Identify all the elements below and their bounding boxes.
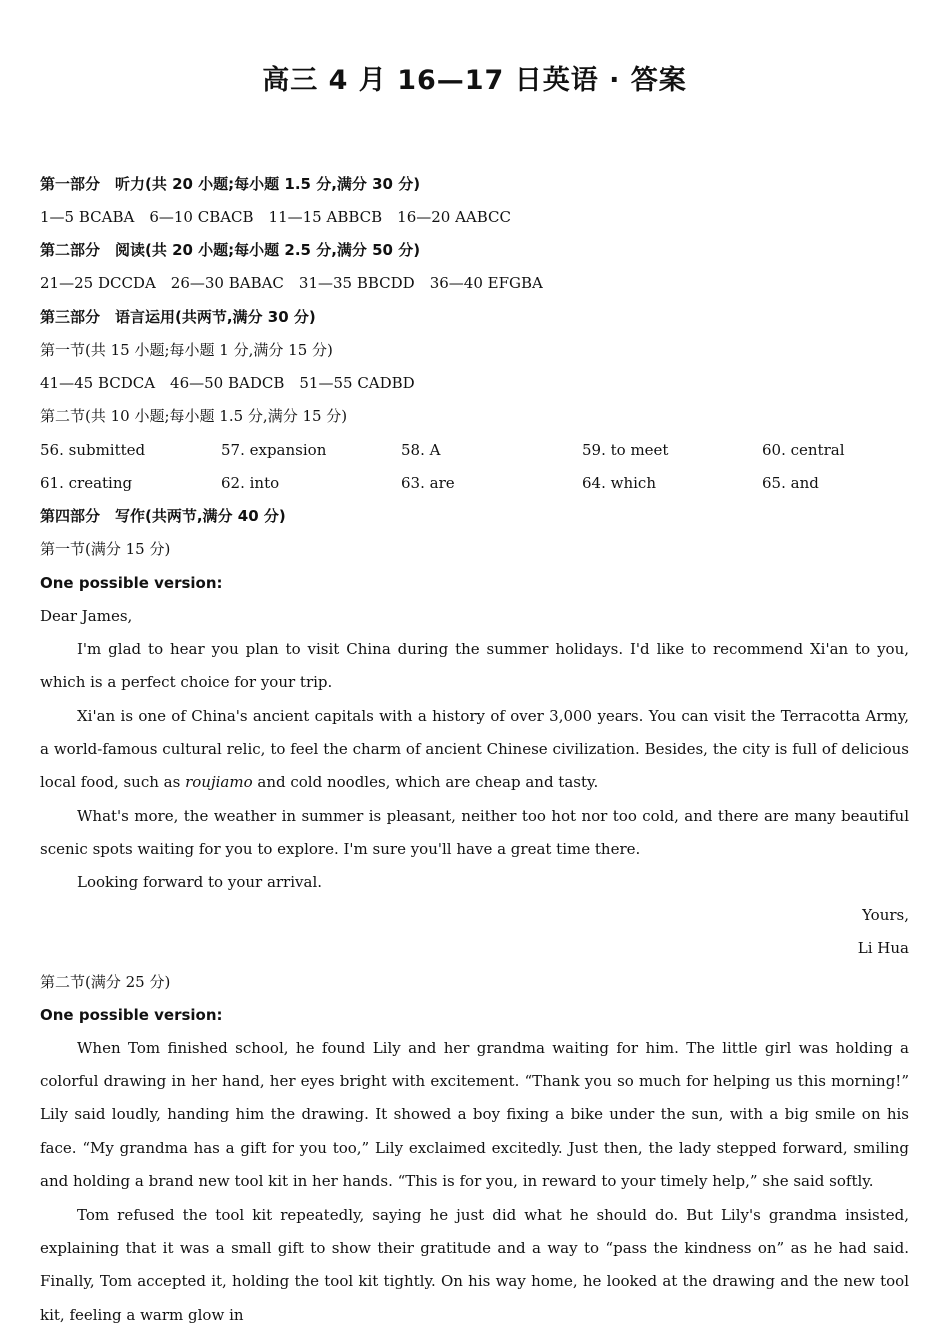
letter-paragraph-2: [40, 700, 909, 800]
letter-signature: Li Hua: [857, 939, 909, 957]
letter-paragraph-2-text: Xi'an is one of China's ancient capitals with a history of over 3,000 years. You can visit the Terracotta Army, a world-famous cultural relic, to feel the charm of ancient Chinese civilization. Besides, the city is full of delicious local food, such as: [40, 707, 909, 792]
letter-paragraph-2-end: and cold noodles, which are cheap and tasty.: [252, 773, 599, 792]
answer-56: 56. submitted: [40, 441, 146, 459]
part2-heading: 第二部分 阅读(共 20 小题;每小题 2.5 分,满分 50 分): [40, 241, 421, 259]
answer-62: 62. into: [221, 474, 280, 492]
part3-section1-heading: 第一节(共 15 小题;每小题 1 分,满分 15 分): [40, 341, 333, 359]
part4-heading: 第四部分 写作(共两节,满分 40 分): [40, 507, 286, 525]
letter-paragraph-4: Looking forward to your arrival.: [77, 873, 323, 891]
answer-57: 57. expansion: [221, 441, 327, 459]
part4-section2-heading: 第二节(满分 25 分): [40, 973, 171, 991]
part4-section1-heading: 第一节(满分 15 分): [40, 540, 171, 558]
version-label-2: One possible version:: [40, 1006, 223, 1024]
letter-paragraph-2-italic: roujiamo: [185, 773, 253, 792]
part1-answers: 1—5 BCABA 6—10 CBACB 11—15 ABBCB 16—20 AABCC: [40, 208, 512, 226]
answer-row-1: [40, 434, 909, 467]
answer-60: 60. central: [762, 441, 845, 459]
answer-65: 65. and: [762, 474, 819, 492]
letter-closing: Yours,: [862, 906, 909, 924]
page-title: 高三 4 月 16—17 日英语 · 答案: [262, 65, 687, 96]
story-paragraph-1: When Tom finished school, he found Lily and her grandma waiting for him. The little girl was holding a colorful drawing in her hand, her eyes bright with excitement. “Thank you so much for helping us this morning!” Lily said loudly, handing him the drawing. It showed a boy fixing a bike under the sun, with a big smile on his face. “My grandma has a gift for you too,” Lily exclaimed excitedly. Just then, the lady stepped forward, smiling and holding a brand new tool kit in her hands. “This is for you, in reward to your timely help,” she said softly.: [40, 1039, 909, 1190]
version-label: One possible version:: [40, 574, 223, 592]
part3-heading: 第三部分 语言运用(共两节,满分 30 分): [40, 308, 316, 326]
part3-section1-answers: 41—45 BCDCA 46—50 BADCB 51—55 CADBD: [40, 374, 415, 392]
story-paragraph-2: Tom refused the tool kit repeatedly, saying he just did what he should do. But Lily's grandma insisted, explaining that it was a small gift to show their gratitude and a way to “pass the kindness on” as he had said. Finally, Tom accepted it, holding the tool kit tightly. On his way home, he looked at the drawing and the new tool kit, feeling a warm glow in: [40, 1206, 909, 1324]
letter-paragraph-3: What's more, the weather in summer is pleasant, neither too hot nor too cold, and there are many beautiful scenic spots waiting for you to explore. I'm sure you'll have a great time there.: [40, 807, 909, 859]
part1-heading: 第一部分 听力(共 20 小题;每小题 1.5 分,满分 30 分): [40, 175, 421, 193]
answer-59: 59. to meet: [582, 441, 669, 459]
letter-salutation: Dear James,: [40, 607, 133, 625]
answer-58: 58. A: [401, 441, 441, 459]
part3-section2-heading: 第二节(共 10 小题;每小题 1.5 分,满分 15 分): [40, 407, 348, 425]
answer-61: 61. creating: [40, 474, 133, 492]
part2-answers: 21—25 DCCDA 26—30 BABAC 31—35 BBCDD 36—40 EFGBA: [40, 274, 543, 292]
answer-64: 64. which: [582, 474, 656, 492]
answer-row-2: [40, 467, 909, 500]
answer-63: 63. are: [401, 474, 455, 492]
letter-paragraph-1: I'm glad to hear you plan to visit China during the summer holidays. I'd like to recommend Xi'an to you, which is a perfect choice for your trip.: [40, 640, 909, 692]
